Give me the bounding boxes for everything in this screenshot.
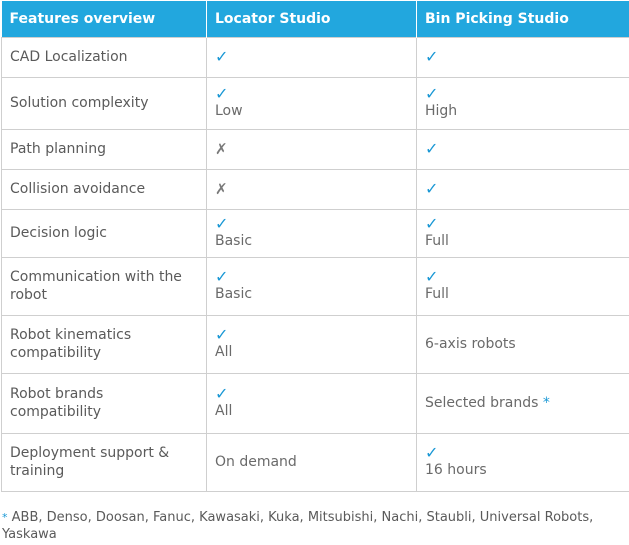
- locator-cell: [207, 433, 417, 491]
- binpicking-cell: [417, 37, 629, 77]
- binpicking-cell: [417, 169, 629, 209]
- locator-cell: [207, 373, 417, 433]
- locator-value: [215, 402, 408, 420]
- table-row: [2, 77, 629, 129]
- header-features-overview: Features overview: [2, 1, 207, 37]
- locator-value-text: Basic: [215, 286, 253, 302]
- feature-name-cell: Robot brands compatibility: [2, 373, 207, 433]
- locator-cell: [207, 129, 417, 169]
- table-header-row: [2, 1, 629, 37]
- footnote: [2, 509, 627, 543]
- binpicking-cell: [417, 209, 629, 257]
- locator-value: [215, 285, 408, 303]
- locator-cell: [207, 77, 417, 129]
- locator-cell: [207, 315, 417, 373]
- checkmark-icon: ✓: [425, 443, 439, 462]
- checkmark-icon: ✓: [215, 214, 229, 233]
- binpicking-cell: [417, 257, 629, 315]
- locator-cell: [207, 257, 417, 315]
- feature-name-cell: Robot kinematics compatibility: [2, 315, 207, 373]
- binpicking-cell: [417, 433, 629, 491]
- footnote-text: ABB, Denso, Doosan, Fanuc, Kawasaki, Kuka, Mitsubishi, Nachi, Staubli, Universal Robots, Yaskawa: [2, 510, 594, 542]
- table-row: [2, 129, 629, 169]
- checkmark-icon: ✓: [425, 84, 439, 103]
- cross-icon: ✗: [215, 180, 228, 198]
- locator-value: [215, 102, 408, 120]
- footnote-reference-star: *: [542, 395, 550, 411]
- binpicking-value-text: 6-axis robots: [425, 336, 516, 352]
- checkmark-icon: ✓: [425, 179, 439, 198]
- checkmark-icon: ✓: [425, 47, 439, 66]
- binpicking-value: [425, 285, 621, 303]
- locator-cell: [207, 209, 417, 257]
- feature-name-cell: Deployment support & training: [2, 433, 207, 491]
- feature-name-cell: Decision logic: [2, 209, 207, 257]
- locator-value: [215, 343, 408, 361]
- binpicking-cell: [417, 77, 629, 129]
- binpicking-value: [425, 461, 621, 479]
- locator-value-text: All: [215, 403, 233, 419]
- binpicking-value-text: High: [425, 103, 458, 119]
- table-row: [2, 373, 629, 433]
- binpicking-value-text: Selected brands: [425, 395, 539, 411]
- binpicking-cell: [417, 129, 629, 169]
- binpicking-value-text: Full: [425, 286, 449, 302]
- header-locator-studio: Locator Studio: [207, 1, 417, 37]
- locator-value: [215, 453, 408, 471]
- locator-cell: [207, 37, 417, 77]
- header-bin-picking-studio: Bin Picking Studio: [417, 1, 629, 37]
- footnote-star: *: [2, 511, 8, 524]
- checkmark-icon: ✓: [215, 325, 229, 344]
- locator-value-text: On demand: [215, 454, 297, 470]
- binpicking-value: [425, 232, 621, 250]
- locator-cell: [207, 169, 417, 209]
- checkmark-icon: ✓: [215, 84, 229, 103]
- table-row: [2, 433, 629, 491]
- feature-name-cell: Solution complexity: [2, 77, 207, 129]
- locator-value: [215, 232, 408, 250]
- checkmark-icon: ✓: [215, 384, 229, 403]
- binpicking-value-text: Full: [425, 233, 449, 249]
- table-body: [2, 37, 629, 491]
- table-row: [2, 169, 629, 209]
- binpicking-value-text: 16 hours: [425, 462, 487, 478]
- feature-name-cell: CAD Localization: [2, 37, 207, 77]
- feature-name-cell: Collision avoidance: [2, 169, 207, 209]
- checkmark-icon: ✓: [425, 214, 439, 233]
- locator-value-text: Basic: [215, 233, 253, 249]
- table-row: [2, 37, 629, 77]
- binpicking-value: [425, 394, 621, 412]
- locator-value-text: All: [215, 344, 233, 360]
- binpicking-cell: [417, 315, 629, 373]
- cross-icon: ✗: [215, 140, 228, 158]
- feature-name-cell: Communication with the robot: [2, 257, 207, 315]
- checkmark-icon: ✓: [425, 139, 439, 158]
- binpicking-value: [425, 102, 621, 120]
- features-comparison-table: [1, 1, 629, 492]
- checkmark-icon: ✓: [215, 267, 229, 286]
- binpicking-cell: [417, 373, 629, 433]
- table-row: [2, 209, 629, 257]
- binpicking-value: [425, 335, 621, 353]
- checkmark-icon: ✓: [425, 267, 439, 286]
- checkmark-icon: ✓: [215, 47, 229, 66]
- locator-value-text: Low: [215, 103, 243, 119]
- table-row: [2, 315, 629, 373]
- feature-name-cell: Path planning: [2, 129, 207, 169]
- table-row: [2, 257, 629, 315]
